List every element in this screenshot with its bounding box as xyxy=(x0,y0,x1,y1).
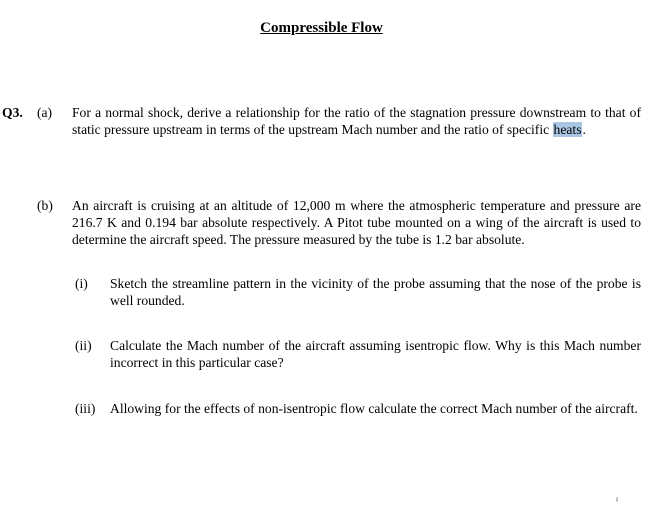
part-a-text-before: For a normal shock, derive a relationship for the ratio of the stagnation pressure downstream to that of static pressure upstream in terms of the upstream Mach number and the ratio of specific xyxy=(72,105,641,137)
part-b-label: (b) xyxy=(37,198,53,213)
part-b-text: An aircraft is cruising at an altitude of 12,000 m where the atmospheric temperature and pressure are 216.7 K and 0.194 bar absolute respectively. A Pitot tube mounted on a wing of the aircraft is used to determine the aircraft speed. The pressure measured by the tube is 1.2 bar absolute. xyxy=(72,198,641,247)
question-number: Q3. xyxy=(2,105,23,120)
subpart-iii xyxy=(2,400,641,417)
question-part-b xyxy=(2,197,641,248)
subpart-iii-label: (iii) xyxy=(75,401,96,416)
subpart-i xyxy=(2,275,641,309)
page-title: Compressible Flow xyxy=(260,20,383,36)
part-a-text-after: . xyxy=(582,122,586,137)
part-a-text xyxy=(72,104,641,138)
subpart-i-text: Sketch the streamline pattern in the vicinity of the probe assuming that the nose of the probe is well rounded. xyxy=(110,276,641,308)
subpart-i-label: (i) xyxy=(75,276,88,291)
subpart-iii-text: Allowing for the effects of non-isentropic flow calculate the correct Mach number of the aircraft. xyxy=(110,401,638,416)
document-page xyxy=(0,18,660,506)
subpart-ii xyxy=(2,337,641,371)
subpart-ii-label: (ii) xyxy=(75,338,92,353)
question-part-a xyxy=(2,104,641,138)
subpart-ii-text: Calculate the Mach number of the aircraft assuming isentropic flow. Why is this Mach number incorrect in this particular case? xyxy=(110,338,641,370)
part-a-label: (a) xyxy=(37,105,53,120)
highlighted-word: heats xyxy=(553,122,582,137)
scan-artifact-dot xyxy=(616,497,618,502)
